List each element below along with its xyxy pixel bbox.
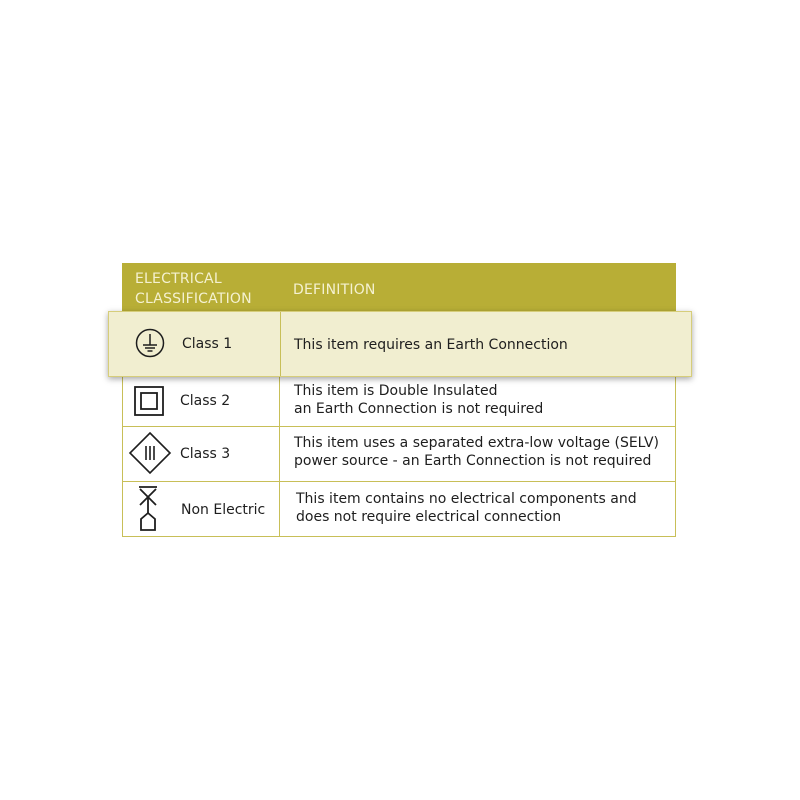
- header-definition: DEFINITION: [293, 282, 376, 298]
- header-classification-line2: CLASSIFICATION: [135, 291, 252, 307]
- table-row: [122, 427, 676, 481]
- definition-line: This item contains no electrical components and: [296, 491, 637, 507]
- table-row-highlighted: [108, 311, 692, 377]
- classification-table: [122, 263, 676, 537]
- crossed-plug-icon: [134, 485, 162, 537]
- definition-text: [294, 382, 543, 418]
- table-header: [122, 263, 676, 311]
- definition-line: This item uses a separated extra-low voltage (SELV): [294, 435, 659, 451]
- class-label: Class 3: [180, 446, 231, 462]
- definition-line: an Earth Connection is not required: [294, 401, 544, 417]
- definition-line: does not require electrical connection: [296, 509, 562, 525]
- definition-line: This item is Double Insulated: [294, 383, 498, 399]
- class-label: Non Electric: [181, 502, 266, 518]
- earth-ground-circle-icon: [135, 328, 165, 362]
- diamond-three-bars-icon: [128, 431, 172, 479]
- definition-text: [296, 490, 637, 526]
- table-row: [122, 482, 676, 536]
- double-square-icon: [134, 386, 164, 420]
- class-label: Class 1: [182, 336, 233, 352]
- definition-line: power source - an Earth Connection is not required: [294, 453, 652, 469]
- header-classification-line1: ELECTRICAL: [135, 271, 222, 287]
- table-row: [122, 379, 676, 426]
- header-classification: [135, 269, 275, 309]
- column-divider: [280, 312, 281, 376]
- definition-text: [294, 434, 659, 470]
- class-label: Class 2: [180, 393, 231, 409]
- definition-text: This item requires an Earth Connection: [294, 337, 568, 353]
